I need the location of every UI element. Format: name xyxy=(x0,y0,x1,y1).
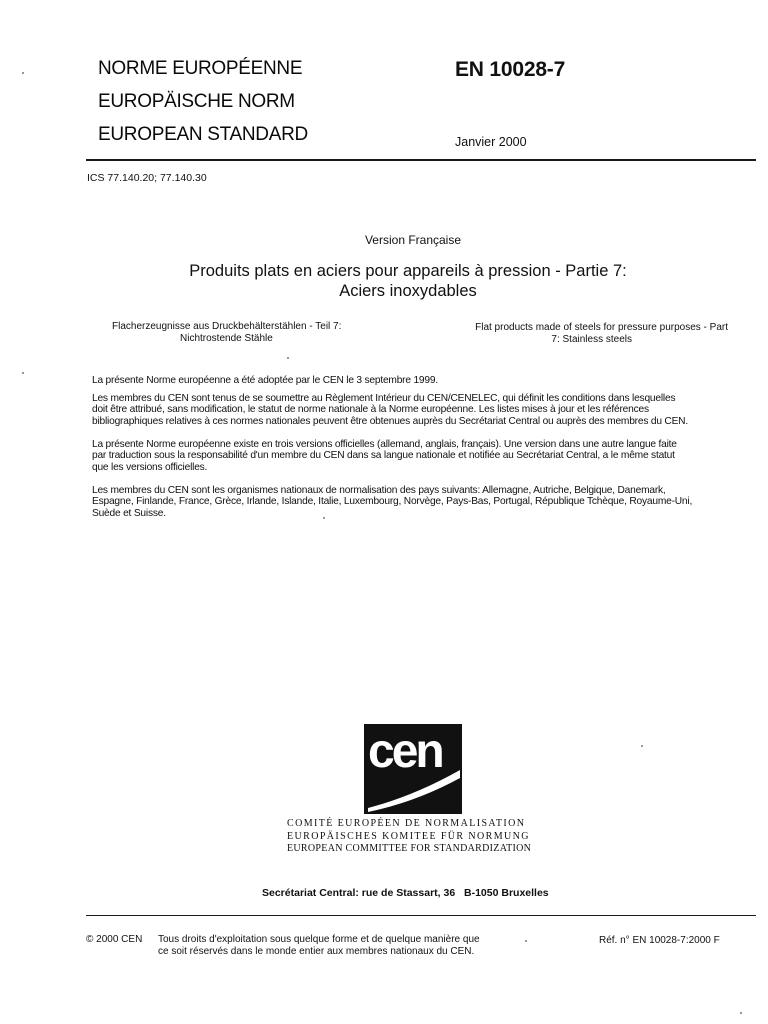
official-versions-paragraph xyxy=(92,439,742,473)
document-title-line2: Aciers inoxydables xyxy=(339,282,477,300)
committee-french: COMITÉ EUROPÉEN DE NORMALISATION xyxy=(287,818,526,829)
members-obligation-paragraph xyxy=(92,393,742,427)
version-label: Version Française xyxy=(364,233,462,247)
scan-speck xyxy=(22,72,24,74)
ics-code: ICS 77.140.20; 77.140.30 xyxy=(87,172,207,184)
scan-speck xyxy=(525,940,527,942)
cen-logo-swoosh-icon xyxy=(364,724,462,814)
paragraph-line: La présente Norme européenne existe en trois versions officielles (allemand, anglais, français). Une version dans une autre langue faite xyxy=(92,439,677,450)
paragraph-line: Suède et Suisse. xyxy=(92,507,166,519)
committee-english: EUROPEAN COMMITTEE FOR STANDARDIZATION xyxy=(287,843,532,854)
paragraph-line: Les membres du CEN sont les organismes nationaux de normalisation des pays suivants: Allemagne, Autriche, Belgique, Danemark, xyxy=(92,485,666,496)
rights-notice-line2: ce soit réservés dans le monde entier aux membres nationaux du CEN. xyxy=(158,945,475,957)
committee-german: EUROPÄISCHES KOMITEE FÜR NORMUNG xyxy=(287,830,530,842)
copyright: © 2000 CEN xyxy=(86,934,143,945)
header-rule xyxy=(86,159,756,161)
cen-logo xyxy=(364,724,462,814)
title-french: NORME EUROPÉENNE xyxy=(98,58,303,79)
subtitle-english-line2: 7: Stainless steels xyxy=(551,334,632,345)
paragraph-line: Les membres du CEN sont tenus de se soumettre au Règlement Intérieur du CEN/CENELEC, qui définit les conditions dans lesquelles xyxy=(92,393,676,404)
adoption-paragraph: La présente Norme européenne a été adoptée par le CEN le 3 septembre 1999. xyxy=(92,375,438,386)
subtitle-german-line2: Nichtrostende Stähle xyxy=(180,333,273,344)
rights-notice xyxy=(158,934,480,957)
committee-names xyxy=(287,818,531,856)
member-countries-paragraph xyxy=(92,485,747,519)
title-english: EUROPEAN STANDARD xyxy=(98,124,308,145)
document-title xyxy=(0,261,768,301)
document-title-line1: Produits plats en aciers pour appareils à pression - Partie 7: xyxy=(189,262,627,280)
subtitle-german xyxy=(112,321,341,345)
scan-speck xyxy=(287,357,289,359)
secretariat-postal: B-1050 Bruxelles xyxy=(464,887,549,899)
publication-date: Janvier 2000 xyxy=(455,135,527,149)
scan-speck xyxy=(740,1012,742,1014)
subtitle-english-line1: Flat products made of steels for pressure purposes - Part xyxy=(475,322,728,333)
subtitle-english xyxy=(463,322,728,346)
subtitle-german-line1: Flacherzeugnisse aus Druckbehälterstählen - Teil 7: xyxy=(112,321,342,332)
paragraph-line: bibliographiques relatives à ces normes nationales peuvent être obtenues auprès du Secrétariat Central ou auprès des membres du CEN. xyxy=(92,415,688,427)
rights-notice-line1: Tous droits d'exploitation sous quelque forme et de quelque manière que xyxy=(158,934,480,945)
paragraph-line: que les versions officielles. xyxy=(92,461,208,473)
scan-speck xyxy=(323,517,325,519)
standard-number: EN 10028-7 xyxy=(455,58,566,81)
paragraph-line: par traduction sous la responsabilité d'un membre du CEN dans sa langue nationale et notifiée au Secrétariat Central, a le même statut xyxy=(92,450,675,462)
cen-logo-wordmark: cen xyxy=(368,725,442,778)
footer-rule xyxy=(86,915,756,916)
scan-speck xyxy=(22,372,24,374)
secretariat-address: Secrétariat Central: rue de Stassart, 36 xyxy=(262,887,456,899)
title-german: EUROPÄISCHE NORM xyxy=(98,91,295,112)
paragraph-line: doit être attribué, sans modification, le statut de norme nationale à la Norme européenne. Les listes mises à jour et les références xyxy=(92,404,649,416)
paragraph-line: Espagne, Finlande, France, Grèce, Irlande, Islande, Italie, Luxembourg, Norvège, Pays-Bas, Portugal, République Tchèque, Royaume-Uni, xyxy=(92,496,693,508)
document-reference: Réf. n° EN 10028-7:2000 F xyxy=(599,935,720,946)
scan-speck xyxy=(641,745,643,747)
